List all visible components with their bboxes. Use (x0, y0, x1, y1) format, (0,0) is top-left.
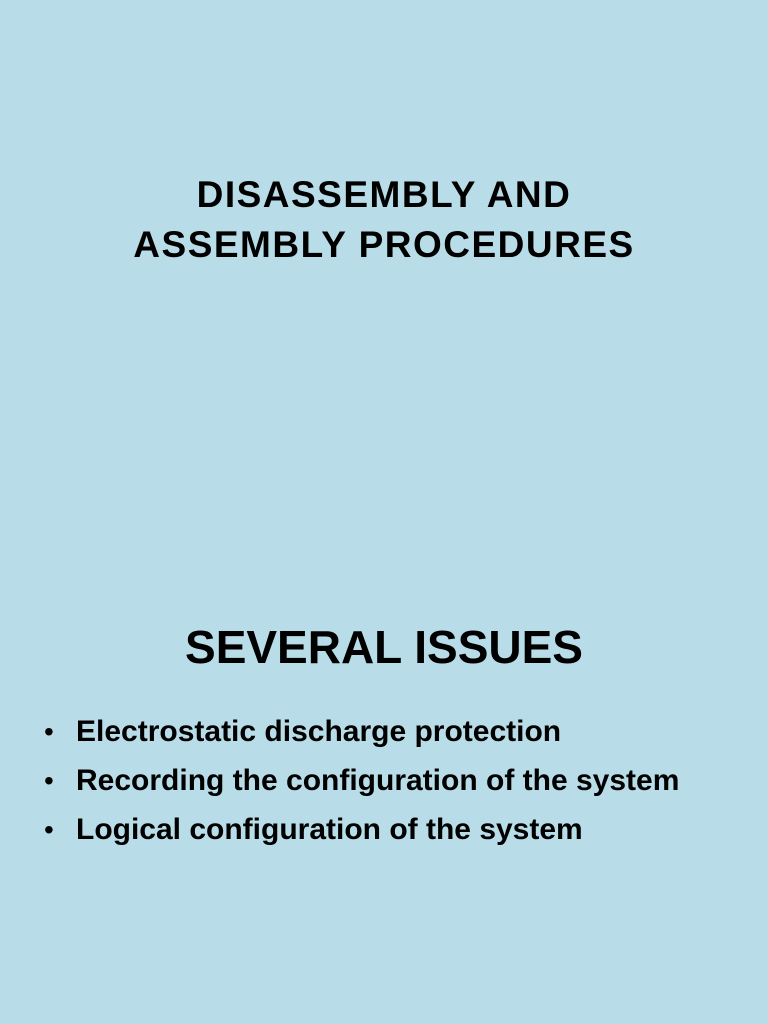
slide-issues-heading: SEVERAL ISSUES (185, 621, 583, 673)
slide-title-heading (0, 170, 768, 270)
slide-issues (0, 512, 768, 1024)
bullet-text: Recording the configuration of the system (76, 764, 680, 797)
list-item (44, 712, 734, 752)
list-item (44, 810, 734, 850)
list-item (44, 761, 734, 801)
bullet-marker: • (44, 814, 54, 845)
title-line-2: ASSEMBLY PROCEDURES (133, 224, 635, 265)
bullet-text: Logical configuration of the system (76, 813, 583, 846)
bullet-text: Electrostatic discharge protection (76, 715, 562, 748)
bullet-marker: • (44, 765, 54, 796)
title-line-1: DISASSEMBLY AND (196, 174, 572, 215)
bullet-list (44, 712, 734, 859)
bullet-marker: • (44, 716, 54, 747)
